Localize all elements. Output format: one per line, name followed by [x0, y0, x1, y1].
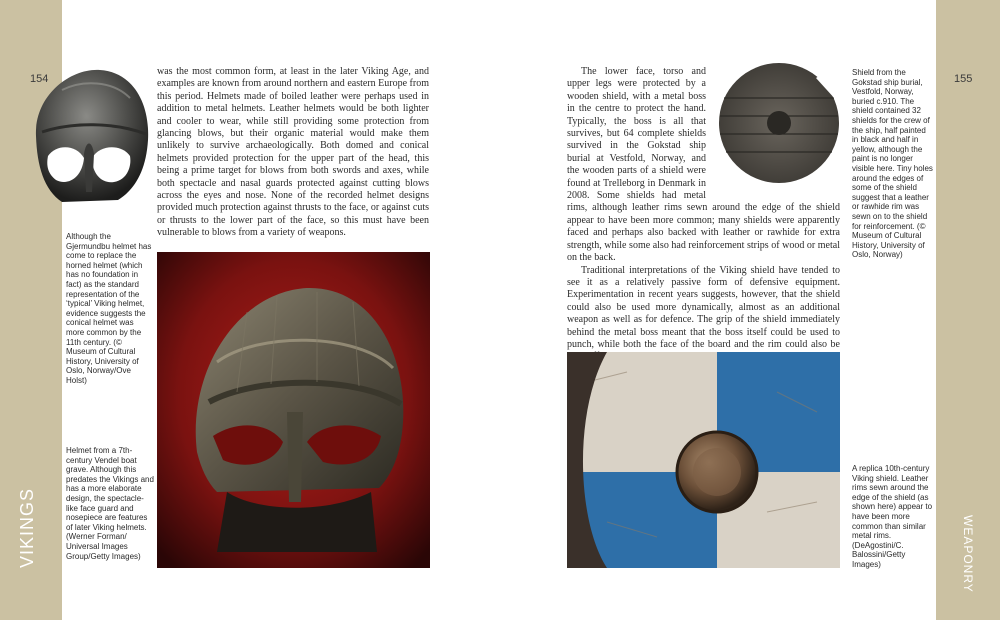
caption-gokstad-shield: Shield from the Gokstad ship burial, Vestfold, Norway, buried c.910. The shield contained 32 shields for the crew of the ship, half painted in black and half in yellow, although the paint is no longer visible here. Tiny holes around the edges of some of the shield suggest that a leather or rawhide rim was sewn on to the shield for reinforcement. (© Museum of Cultural History, University of Oslo, Norway) [852, 68, 933, 260]
body-paragraph-left: was the most common form, at least in the later Viking Age, and examples are known from around northern and eastern Europe from this period. Helmets made of boiled leather were perhaps used in addition to metal helmets. Leather helmets would be both lighter and cooler to wear, while still providing some protection from glancing blows, but their organic material would make them unlikely to survive archaeologically. Both domed and conical helmets provided protection for the upper part of the head, this being a prime target for blows from both swords and axes, while both spectacle and nasal guards protected against cutting blows across the eyes and nose. None of the recorded helmet designs provided much protection against thrusts to the face, or against cuts or thrusts to the lower part of the face, so this must have been vulnerable to blows from a variety of weapons. [157, 66, 429, 239]
body-paragraph-right-1: The lower face, torso and upper legs were protected by a wooden shield, with a metal boss in the centre to protect the hand. Typically, the boss is all that survives, but 64 complete shields survived in the Gokstad ship burial at Vestfold, Norway, and the wooden parts of a shield were found at Trelleborg in Denmark in 2008. Some shields had metal rims, although leather rims sewn around the edge of the shield appear to have been more common; many shields were apparently faced and perhaps also backed with leather or rawhide for extra strength, while some also had reinforcement strips of wood or metal on the back. [567, 66, 840, 264]
section-label-right: WEAPONRY [961, 515, 975, 593]
body-paragraph-right-2: Traditional interpretations of the Viking shield have tended to see it as a relatively passive form of defensive equipment. Experimentation in recent years suggests, however, that the shield could also be used more dynamically, almost as an additional weapon as well as for defence. The grip of the shield immediately behind the metal boss meant that the boss itself could be used to punch, while both the face of the board and the rim could also be [567, 264, 840, 350]
page-number-right: 155 [954, 73, 973, 85]
page-number-left: 154 [30, 73, 49, 85]
replica-shield-photo [567, 352, 840, 568]
vendel-helmet-photo [157, 252, 430, 568]
caption-replica-shield: A replica 10th-century Viking shield. Leather rims sewn around the edge of the shield (as shown here) appear to have been more common than similar metal rims. (DeAgostini/C. Balossini/Getty Images) [852, 464, 933, 569]
caption-vendel-helmet: Helmet from a 7th-century Vendel boat grave. Although this predates the Vikings and has a more elaborate design, the spectacle-like face guard and nosepiece are features of later Viking helmets. (Werner Forman/ Universal Images Group/Getty Images) [66, 446, 154, 561]
caption-gjermundbu-helmet: Although the Gjermundbu helmet has come to replace the horned helmet (which has no foundation in fact) as the standard representation of the ‘typical’ Viking helmet, evidence suggests the conical helmet was more common by the 11th century. (© Museum of Cultural History, University of Oslo, Norway/Ove Holst) [66, 232, 152, 385]
body-text-left [157, 66, 429, 240]
gokstad-shield-photo [716, 60, 842, 186]
gjermundbu-helmet-photo [22, 62, 154, 222]
section-label-left: VIKINGS [17, 487, 37, 568]
